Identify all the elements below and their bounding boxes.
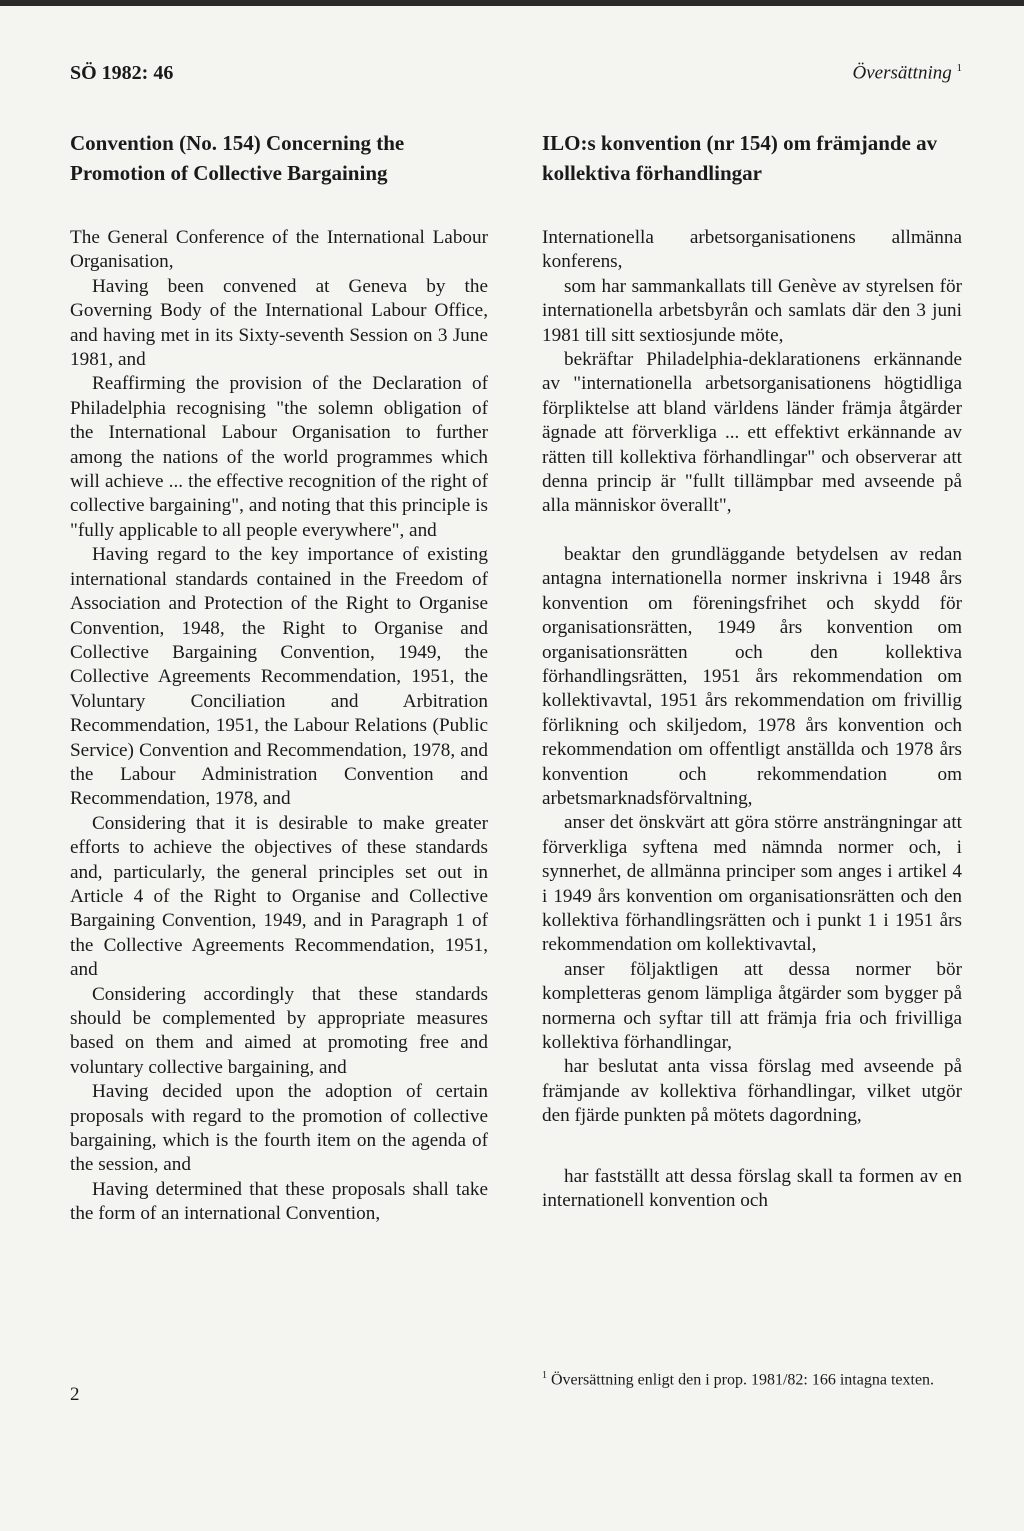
- top-border: [0, 0, 1024, 6]
- en-paragraph: Considering that it is desirable to make greater efforts to achieve the objectives of these standards and, particularly, the general principles set out in Article 4 of the Right to Organise and Collective Bargaining Convention, 1949, and in Paragraph 1 of the Collective Agreements Recommendation, 1951, and: [70, 812, 488, 981]
- english-title: Convention (No. 154) Concerning the Promotion of Collective Bargaining: [70, 131, 405, 185]
- footnote-ref: 1: [956, 62, 962, 74]
- en-paragraph: Considering accordingly that these standards should be complemented by appropriate measures based on them and aimed at promoting free and voluntary collective bargaining, and: [70, 983, 488, 1078]
- en-paragraph: Having determined that these proposals shall take the form of an international Convention,: [70, 1178, 488, 1225]
- en-paragraph: The General Conference of the International Labour Organisation,: [70, 227, 488, 273]
- sv-paragraph: har fastställt att dessa förslag skall ta formen av en internationell konvention och: [542, 1165, 962, 1212]
- swedish-title: ILO:s konvention (nr 154) om främjande av kollektiva förhandlingar: [542, 131, 938, 185]
- sv-paragraph: anser det önskvärt att göra större ansträngningar att förverkliga syftena med nämnda normer och, i synnerhet, de allmänna principer som anges i artikel 4 i 1949 års konvention om organisationsrätten och den kollektiva förhandlingsrätten och i punkt 1 i 1951 års rekommendation om kollektivavtal,: [542, 812, 962, 956]
- footnote-text: Översättning enligt den i prop. 1981/82: 166 intagna texten.: [551, 1371, 935, 1389]
- sv-paragraph: som har sammankallats till Genève av styrelsen för internationella arbetsbyrån och samlats där den 3 juni 1981 till sitt sextiosjunde möte,: [542, 275, 962, 346]
- sv-paragraph: anser följaktligen att dessa normer bör kompletteras genom lämpliga åtgärder som bygger på normerna och syftar till att främja fria och frivilliga kollektiva förhandlingar,: [542, 958, 962, 1053]
- footnote-marker: 1: [542, 1370, 547, 1381]
- sv-paragraph: bekräftar Philadelphia-deklarationens erkännande av "internationella arbetsorganisationens högtidliga förpliktelse att bland världens länder främja åtgärder ägnade att förverkliga ... ett effektivt erkännande av rätten till kollektiva förhandlingar" och observerar att denna princip är "fullt tillämpbar med avseende på alla människor överallt",: [542, 349, 962, 517]
- sv-paragraph: har beslutat anta vissa förslag med avseende på främjande av kollektiva förhandlingar, vilket utgör den fjärde punkten på mötets dagordning,: [542, 1056, 962, 1127]
- en-paragraph: Having decided upon the adoption of certain proposals with regard to the promotion of collective bargaining, which is the fourth item on the agenda of the session, and: [70, 1081, 488, 1176]
- swedish-column: [542, 128, 962, 1213]
- sv-paragraph: beaktar den grundläggande betydelsen av redan antagna internationella normer inskrivna i 1948 års konvention om föreningsfrihet och skydd för organisationsrätten, 1949 års konvention om organisationsrätten och den kollektiva förhandlingsrätten, 1951 års rekommendation om kollektivavtal, 1951 års rekommendation om frivillig förlikning och skiljedom, 1978 års konvention och rekommendation om offentligt anställda och 1978 års konvention och rekommendation om arbetsmarknadsförvaltning,: [542, 543, 962, 809]
- translation-label-text: Översättning: [852, 62, 952, 84]
- sv-paragraph: Internationella arbetsorganisationens allmänna konferens,: [542, 227, 962, 273]
- page-number: 2: [70, 1384, 80, 1405]
- document-reference: SÖ 1982: 46: [70, 62, 174, 84]
- en-paragraph: Reaffirming the provision of the Declaration of Philadelphia recognising "the solemn obligation of the International Labour Organisation to further among the nations of the world programmes which will achieve ... the effective recognition of the right of collective bargaining", and noting that this principle is "fully applicable to all people everywhere", and: [70, 373, 488, 541]
- translation-label: [853, 62, 962, 84]
- en-paragraph: Having regard to the key importance of existing international standards contained in the Freedom of Association and Protection of the Right to Organise Convention, 1948, the Right to Organise and Collective Bargaining Convention, 1949, the Collective Agreements Recommendation, 1951, the Voluntary Conciliation and Arbitration Recommendation, 1951, the Labour Relations (Public Service) Convention and Recommendation, 1978, and the Labour Administration Convention and Recommendation, 1978, and: [70, 544, 488, 810]
- footnote: [542, 1366, 962, 1390]
- english-column: [70, 128, 488, 1227]
- en-paragraph: Having been convened at Geneva by the Governing Body of the International Labour Office, and having met in its Sixty-seventh Session on 3 June 1981, and: [70, 275, 488, 371]
